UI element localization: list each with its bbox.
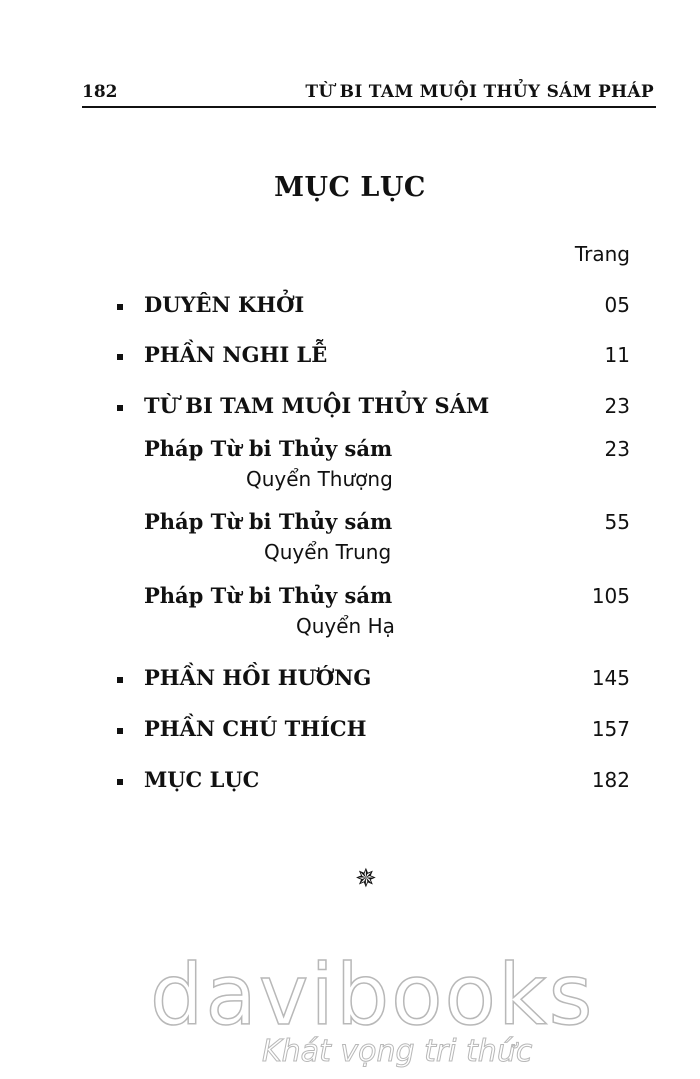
toc-subentry-quyen-trung [0,509,700,569]
toc-entry-muc-luc [0,767,700,797]
bullet-icon [117,779,123,785]
toc-entry-tu-bi-tam-muoi [0,393,700,423]
toc-subentry-quyen-ha [0,583,700,643]
toc-entry-page: 11 [604,343,630,367]
header-page-number: 182 [82,82,118,102]
bullet-icon [117,405,123,411]
header-book-title: TỪ BI TAM MUỘI THỦY SÁM PHÁP [305,82,654,102]
bullet-icon [117,728,123,734]
toc-entry-label: Pháp Từ bi Thủy sám [144,509,393,534]
toc-entry-label: PHẦN HỒI HƯỚNG [144,665,372,690]
bullet-icon [117,354,123,360]
ornament-icon: ✵ [355,864,377,894]
bullet-icon [117,677,123,683]
toc-entry-page: 05 [604,293,630,317]
toc-entry-page: 23 [604,437,630,461]
page-title: MỤC LỤC [274,172,426,203]
watermark-tagline: Khát vọng tri thức [262,1034,533,1069]
bullet-icon [117,304,123,310]
toc-entry-phan-hoi-huong [0,665,700,695]
watermark-brand: davibooks [150,946,595,1044]
toc-entry-page: 23 [604,394,630,418]
toc-entry-sublabel: Quyển Trung [264,540,392,564]
toc-entry-page: 182 [591,768,630,792]
page-column-label: Trang [574,242,630,266]
toc-entry-label: DUYÊN KHỞI [144,292,305,317]
toc-entry-page: 55 [604,510,630,534]
toc-entry-label: PHẦN NGHI LỄ [144,342,328,367]
toc-entry-phan-nghi-le [0,342,700,372]
toc-entry-sublabel: Quyển Hạ [296,614,395,638]
toc-entry-page: 105 [591,584,630,608]
running-header [82,80,656,108]
toc-entry-page: 145 [591,666,630,690]
toc-entry-label: MỤC LỤC [144,767,260,792]
toc-entry-label: Pháp Từ bi Thủy sám [144,583,393,608]
toc-subentry-quyen-thuong [0,436,700,496]
toc-entry-duyen-khoi [0,292,700,322]
toc-entry-label: TỪ BI TAM MUỘI THỦY SÁM [144,393,490,418]
toc-entry-label: Pháp Từ bi Thủy sám [144,436,393,461]
toc-entry-label: PHẦN CHÚ THÍCH [144,716,367,741]
toc-entry-sublabel: Quyển Thượng [246,467,393,491]
toc-entry-page: 157 [591,717,630,741]
toc-entry-phan-chu-thich [0,716,700,746]
